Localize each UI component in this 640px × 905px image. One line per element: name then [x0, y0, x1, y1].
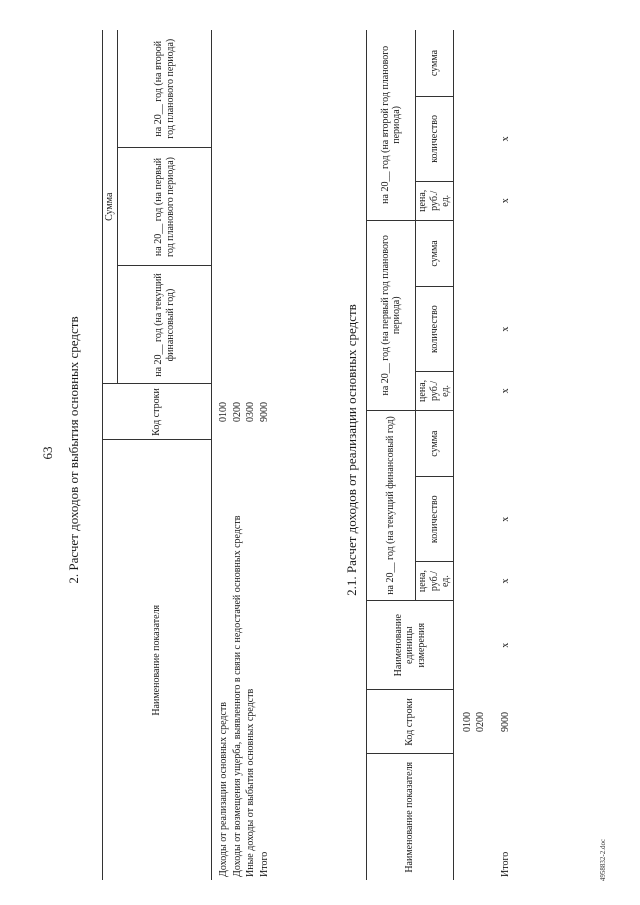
section21-header-qty: количество	[416, 287, 454, 372]
section21-cell	[453, 181, 474, 220]
section21-row-code: 9000	[499, 711, 511, 732]
section21-cell	[474, 30, 488, 97]
section21-cell	[474, 562, 488, 601]
section21-header-sum: сумма	[416, 220, 454, 286]
section2-row-code: 0100	[218, 402, 229, 422]
section2-header-row-1	[103, 30, 118, 880]
section21-header-year-first: на 20__ год (на первый год планового периода)	[367, 220, 416, 410]
section21-row-code: 0200	[475, 711, 486, 732]
section21-cell	[453, 287, 474, 372]
section21-header-year-second: на 20__ год (на второй год планового периода)	[367, 30, 416, 220]
section2-header-code: Код строки	[103, 384, 212, 440]
section21-cell	[474, 410, 488, 476]
section2-header-year-current: на 20__ год (на текущий финансовый год)	[118, 266, 212, 384]
section2-row-code: 9000	[258, 402, 270, 422]
section21-header-price: цена, руб./ед.	[416, 371, 454, 410]
section21-header-year-current: на 20__ год (на текущий финансовый год)	[367, 410, 416, 600]
section21-header-price: цена, руб./ед.	[416, 181, 454, 220]
section21-title: 2.1. Расчет доходов от реализации основных средств	[344, 304, 359, 596]
section21-cell	[453, 371, 474, 410]
section21-cell	[488, 220, 524, 286]
section2-row	[231, 30, 245, 880]
section21-cell	[474, 220, 488, 286]
section21-cell	[453, 97, 474, 182]
rotated-page-content	[60, 20, 620, 880]
section21-row-code: 0100	[461, 711, 473, 732]
section21-header-sum: сумма	[416, 410, 454, 476]
section21-cell	[474, 477, 488, 562]
section21-cell: х	[499, 136, 511, 142]
section2-row-code: 0200	[231, 402, 243, 422]
section2-header-name: Наименование показателя	[103, 440, 212, 880]
section2-title: 2. Расчет доходов от выбытия основных средств	[66, 316, 81, 584]
section21-row	[474, 30, 488, 880]
section2-header-sum: Сумма	[103, 30, 118, 384]
section21-header-unit: Наименование единицы измерения	[367, 601, 454, 690]
section21-row	[453, 30, 474, 880]
section21-cell	[453, 30, 474, 97]
section21-row-unit	[474, 601, 488, 690]
section21-row-unit	[453, 601, 474, 690]
section21-header-row-1	[367, 30, 416, 880]
section21-cell	[474, 287, 488, 372]
section21-row-name: Итого	[499, 851, 511, 877]
section21-cell	[453, 220, 474, 286]
page-number-text: 63	[40, 446, 55, 460]
section21-row-name	[453, 754, 474, 880]
section21-cell	[488, 30, 524, 97]
section21-row	[488, 30, 524, 880]
section21-cell: х	[499, 516, 511, 522]
section21-cell	[488, 410, 524, 476]
section21-header-qty: количество	[416, 477, 454, 562]
section2-row	[212, 30, 231, 880]
section2-row-name: Иные доходы от выбытия основных средств	[245, 688, 256, 877]
section21-row-name	[474, 754, 488, 880]
section21-cell	[474, 371, 488, 410]
section2-row	[244, 30, 258, 880]
section21-cell: х	[499, 326, 511, 332]
section21-cell: х	[499, 578, 511, 584]
section21-header-name: Наименование показателя	[367, 754, 454, 880]
section2-row-code: 0300	[245, 402, 256, 422]
section21-cell: х	[499, 198, 511, 204]
section21-header-code: Код строки	[367, 690, 454, 754]
section21-header-sum: сумма	[416, 30, 454, 97]
section21-header-price: цена, руб./ед.	[416, 562, 454, 601]
section2-header-year-second: на 20__ год (на второй год планового периода)	[118, 30, 212, 148]
section21-cell: х	[499, 388, 511, 394]
section21-cell	[453, 410, 474, 476]
section21-cell	[453, 562, 474, 601]
section2-row-name: Доходы от возмещения ущерба, выявленного в связи с недостачей основных средств	[231, 515, 243, 877]
doc-code-text: 4958832-2.doc	[599, 838, 607, 882]
section21-cell	[453, 477, 474, 562]
section2-row	[258, 30, 272, 880]
section2-row-name: Итого	[258, 851, 270, 877]
section2-table	[102, 30, 271, 880]
section21-cell	[474, 97, 488, 182]
section21-cell	[474, 181, 488, 220]
section2-header-year-first: на 20__ год (на первый год планового периода)	[118, 148, 212, 266]
section21-table	[366, 30, 524, 880]
section21-row-unit: х	[499, 642, 511, 648]
section2-row-name: Доходы от реализации основных средств	[218, 701, 229, 877]
section21-header-qty: количество	[416, 97, 454, 182]
